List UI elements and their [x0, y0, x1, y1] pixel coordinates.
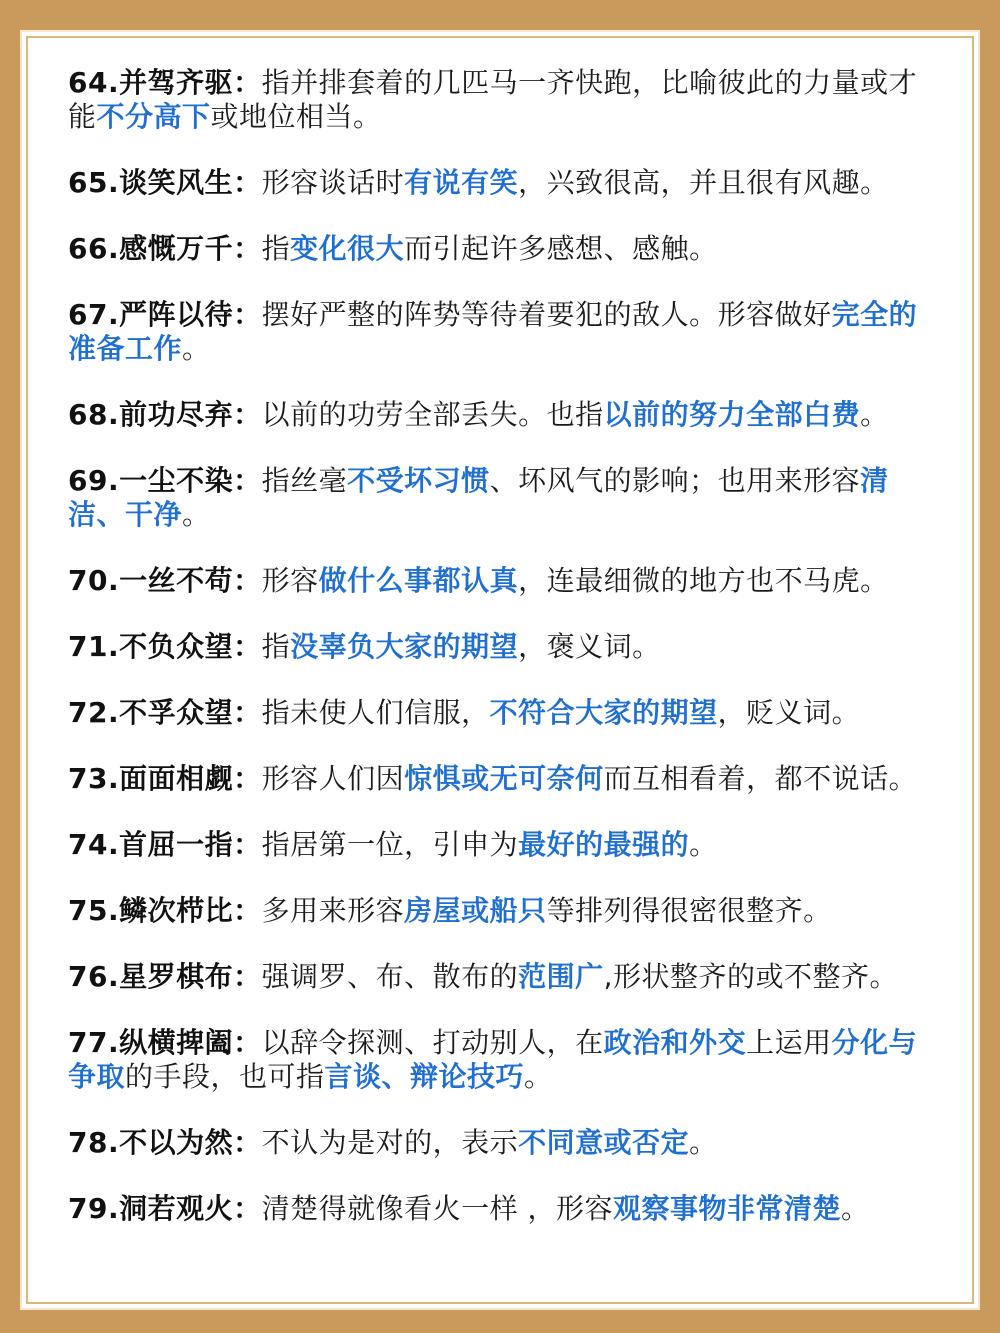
idiom-entry	[68, 1026, 938, 1094]
highlighted-definition-text: 不受坏习惯	[347, 464, 490, 497]
definition-text: 。	[689, 1126, 718, 1159]
highlighted-definition-text: 言谈、辩论技巧	[324, 1060, 525, 1093]
idiom-term: 65.谈笑风生：	[68, 166, 262, 199]
definition-text: 以辞令探测、打动别人，在	[261, 1026, 604, 1059]
idiom-entry	[68, 232, 938, 266]
highlighted-definition-text: 不符合大家的期望	[489, 696, 718, 729]
idiom-entry	[68, 762, 938, 796]
idiom-entry	[68, 166, 938, 200]
idiom-entry	[68, 1192, 938, 1226]
highlighted-definition-text: 最好的最强的	[518, 828, 690, 861]
idiom-entry	[68, 1126, 938, 1160]
definition-text: ，贬义词。	[717, 696, 861, 729]
idiom-entry	[68, 828, 938, 862]
definition-text: 而引起许多感想、感触。	[404, 232, 718, 265]
highlighted-definition-text: 观察事物非常清楚	[613, 1192, 842, 1225]
definition-text: 形容	[261, 564, 319, 597]
idiom-term: 79.洞若观火：	[68, 1192, 262, 1225]
idiom-entry	[68, 960, 938, 994]
definition-text: 。	[841, 1192, 870, 1225]
idiom-term: 76.星罗棋布：	[68, 960, 262, 993]
highlighted-definition-text: 惊惧或无可奈何	[404, 762, 604, 795]
definition-text: ，褒义词。	[518, 630, 661, 663]
highlighted-definition-text: 以前的努力全部白费	[603, 398, 861, 431]
definition-text: 形容谈话时	[261, 166, 405, 199]
definition-text: 以前的功劳全部丢失。也指	[261, 398, 604, 431]
highlighted-definition-text: 变化很大	[290, 232, 405, 265]
definition-text: 清楚得就像看火一样 ，形容	[261, 1192, 614, 1225]
definition-text: 。	[689, 828, 718, 861]
highlighted-definition-text: 做什么事都认真	[318, 564, 519, 597]
definition-text: 。	[524, 1060, 553, 1093]
idiom-term: 77.纵横捭阖：	[68, 1026, 262, 1059]
content-card	[20, 30, 980, 1310]
definition-text: ，兴致很高，并且很有风趣。	[518, 166, 889, 199]
idiom-entry	[68, 894, 938, 928]
definition-text: 摆好严整的阵势等待着要犯的敌人。形容做好	[261, 298, 832, 331]
definition-text: 指并排套着的几匹马一齐快跑，比喻彼此的力量或才能	[68, 66, 918, 133]
definition-text: 的手段，也可指	[125, 1060, 325, 1093]
idiom-term: 75.鳞次栉比：	[68, 894, 262, 927]
idiom-term: 70.一丝不苟：	[68, 564, 262, 597]
idiom-term: 64.并驾齐驱：	[68, 66, 262, 99]
idiom-entry	[68, 696, 938, 730]
definition-text: 。	[182, 498, 211, 531]
highlighted-definition-text: 清洁、干净	[68, 464, 889, 531]
highlighted-definition-text: 完全的准备工作	[68, 298, 918, 365]
definition-text: 强调罗、布、散布的	[261, 960, 519, 993]
definition-text: 或地位相当。	[210, 100, 382, 133]
definition-text: 指	[261, 232, 291, 265]
highlighted-definition-text: 不分高下	[96, 100, 211, 133]
definition-text: 。	[182, 332, 211, 365]
definition-text: 等排列得很密很整齐。	[546, 894, 832, 927]
idiom-entry	[68, 564, 938, 598]
idiom-entry	[68, 630, 938, 664]
definition-text: ,形状整齐的或不整齐。	[603, 960, 899, 993]
highlighted-definition-text: 有说有笑	[404, 166, 519, 199]
idiom-term: 67.严阵以待：	[68, 298, 262, 331]
idiom-list	[68, 66, 938, 1226]
definition-text: 多用来形容	[261, 894, 405, 927]
definition-text: 上运用	[746, 1026, 832, 1059]
definition-text: 而互相看着，都不说话。	[603, 762, 918, 795]
idiom-term: 69.一尘不染：	[68, 464, 262, 497]
highlighted-definition-text: 没辜负大家的期望	[290, 630, 519, 663]
highlighted-definition-text: 分化与争取	[68, 1026, 918, 1093]
idiom-entry	[68, 298, 938, 366]
idiom-term: 66.感慨万千：	[68, 232, 262, 265]
idiom-term: 71.不负众望：	[68, 630, 262, 663]
definition-text: 指未使人们信服，	[261, 696, 490, 729]
idiom-term: 74.首屈一指：	[68, 828, 262, 861]
idiom-term: 73.面面相觑：	[68, 762, 262, 795]
definition-text: 不认为是对的，表示	[261, 1126, 519, 1159]
definition-text: 指居第一位，引申为	[261, 828, 519, 861]
definition-text: 、坏风气的影响；也用来形容	[489, 464, 861, 497]
definition-text: ，连最细微的地方也不马虎。	[518, 564, 889, 597]
idiom-entry	[68, 66, 938, 134]
definition-text: 形容人们因	[261, 762, 405, 795]
definition-text: 。	[860, 398, 889, 431]
definition-text: 指	[261, 630, 291, 663]
idiom-entry	[68, 398, 938, 432]
highlighted-definition-text: 不同意或否定	[518, 1126, 690, 1159]
definition-text: 指丝毫	[261, 464, 348, 497]
idiom-term: 72.不孚众望：	[68, 696, 262, 729]
highlighted-definition-text: 政治和外交	[603, 1026, 747, 1059]
idiom-term: 68.前功尽弃：	[68, 398, 262, 431]
highlighted-definition-text: 范围广	[518, 960, 604, 993]
idiom-term: 78.不以为然：	[68, 1126, 262, 1159]
highlighted-definition-text: 房屋或船只	[404, 894, 547, 927]
idiom-entry	[68, 464, 938, 532]
